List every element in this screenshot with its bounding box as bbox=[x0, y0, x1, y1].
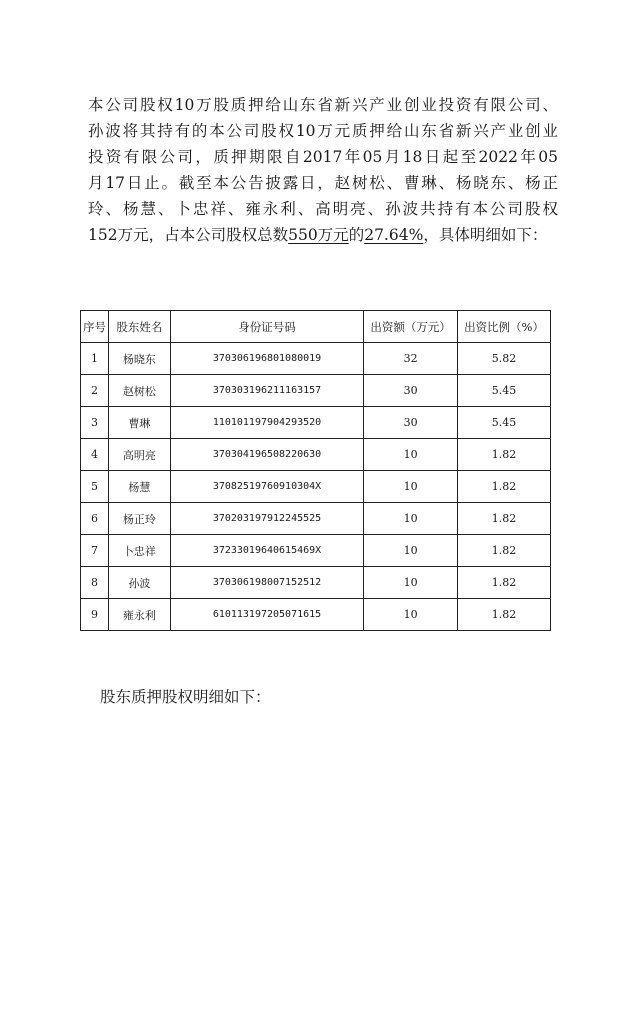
total-capital: 550万元 bbox=[288, 226, 349, 244]
cell-id: 370304196508220630 bbox=[170, 439, 363, 471]
cell-seq: 2 bbox=[81, 375, 109, 407]
header-amount: 出资额（万元） bbox=[364, 311, 458, 343]
cell-id: 110101197904293520 bbox=[170, 407, 363, 439]
cell-name: 杨正玲 bbox=[108, 503, 170, 535]
cell-ratio: 1.82 bbox=[458, 567, 551, 599]
cell-seq: 8 bbox=[81, 567, 109, 599]
header-ratio: 出资比例（%） bbox=[458, 311, 551, 343]
cell-amount: 32 bbox=[364, 343, 458, 375]
summary-text: 152万元，占本公司股权总数 bbox=[88, 226, 289, 244]
header-seq: 序号 bbox=[81, 311, 109, 343]
paragraph-line: 玲、杨慧、卜忠祥、雍永利、高明亮、孙波共持有本公司股权 bbox=[88, 200, 558, 218]
cell-seq: 3 bbox=[81, 407, 109, 439]
paragraph-line: 本公司股权10万股质押给山东省新兴产业创业投资有限公司、 bbox=[88, 96, 558, 114]
pledge-detail-heading: 股东质押股权明细如下： bbox=[100, 688, 271, 706]
table-row bbox=[81, 439, 551, 471]
table-row bbox=[81, 567, 551, 599]
cell-name: 卜忠祥 bbox=[108, 535, 170, 567]
cell-id: 370203197912245525 bbox=[170, 503, 363, 535]
cell-id: 370306198007152512 bbox=[170, 567, 363, 599]
cell-id: 610113197205071615 bbox=[170, 599, 363, 631]
table-row bbox=[81, 599, 551, 631]
cell-id: 37082519760910304X bbox=[170, 471, 363, 503]
cell-name: 杨晓东 bbox=[108, 343, 170, 375]
paragraph-line: 投资有限公司，质押期限自2017年05月18日起至2022年05 bbox=[88, 148, 558, 166]
cell-ratio: 1.82 bbox=[458, 439, 551, 471]
cell-amount: 10 bbox=[364, 471, 458, 503]
cell-ratio: 5.82 bbox=[458, 343, 551, 375]
cell-amount: 30 bbox=[364, 407, 458, 439]
cell-ratio: 1.82 bbox=[458, 471, 551, 503]
cell-ratio: 1.82 bbox=[458, 535, 551, 567]
cell-name: 曹琳 bbox=[108, 407, 170, 439]
cell-amount: 10 bbox=[364, 503, 458, 535]
cell-ratio: 5.45 bbox=[458, 375, 551, 407]
cell-amount: 10 bbox=[364, 567, 458, 599]
header-name: 股东姓名 bbox=[108, 311, 170, 343]
cell-ratio: 1.82 bbox=[458, 599, 551, 631]
summary-text: 的 bbox=[348, 226, 365, 244]
cell-seq: 9 bbox=[81, 599, 109, 631]
intro-paragraph bbox=[88, 92, 558, 248]
cell-name: 孙波 bbox=[108, 567, 170, 599]
cell-seq: 5 bbox=[81, 471, 109, 503]
cell-id: 370306196801080019 bbox=[170, 343, 363, 375]
table-row bbox=[81, 471, 551, 503]
summary-text: ，具体明细如下： bbox=[423, 226, 548, 244]
cell-id: 37233019640615469X bbox=[170, 535, 363, 567]
cell-seq: 4 bbox=[81, 439, 109, 471]
table-header-row bbox=[81, 311, 551, 343]
cell-ratio: 1.82 bbox=[458, 503, 551, 535]
cell-ratio: 5.45 bbox=[458, 407, 551, 439]
total-ratio: 27.64% bbox=[364, 226, 424, 244]
table-row bbox=[81, 343, 551, 375]
cell-name: 杨慧 bbox=[108, 471, 170, 503]
paragraph-line: 孙波将其持有的本公司股权10万元质押给山东省新兴产业创业 bbox=[88, 122, 558, 140]
cell-name: 雍永利 bbox=[108, 599, 170, 631]
table-row bbox=[81, 535, 551, 567]
shareholder-table bbox=[80, 310, 551, 631]
paragraph-line: 月17日止。截至本公告披露日，赵树松、曹琳、杨晓东、杨正 bbox=[88, 174, 558, 192]
cell-name: 赵树松 bbox=[108, 375, 170, 407]
cell-seq: 6 bbox=[81, 503, 109, 535]
cell-seq: 1 bbox=[81, 343, 109, 375]
cell-name: 高明亮 bbox=[108, 439, 170, 471]
table-row bbox=[81, 375, 551, 407]
paragraph-line-summary bbox=[88, 222, 558, 248]
cell-id: 370303196211163157 bbox=[170, 375, 363, 407]
cell-amount: 10 bbox=[364, 439, 458, 471]
table-row bbox=[81, 407, 551, 439]
cell-amount: 10 bbox=[364, 535, 458, 567]
cell-amount: 30 bbox=[364, 375, 458, 407]
header-id: 身份证号码 bbox=[170, 311, 363, 343]
table-row bbox=[81, 503, 551, 535]
cell-seq: 7 bbox=[81, 535, 109, 567]
cell-amount: 10 bbox=[364, 599, 458, 631]
